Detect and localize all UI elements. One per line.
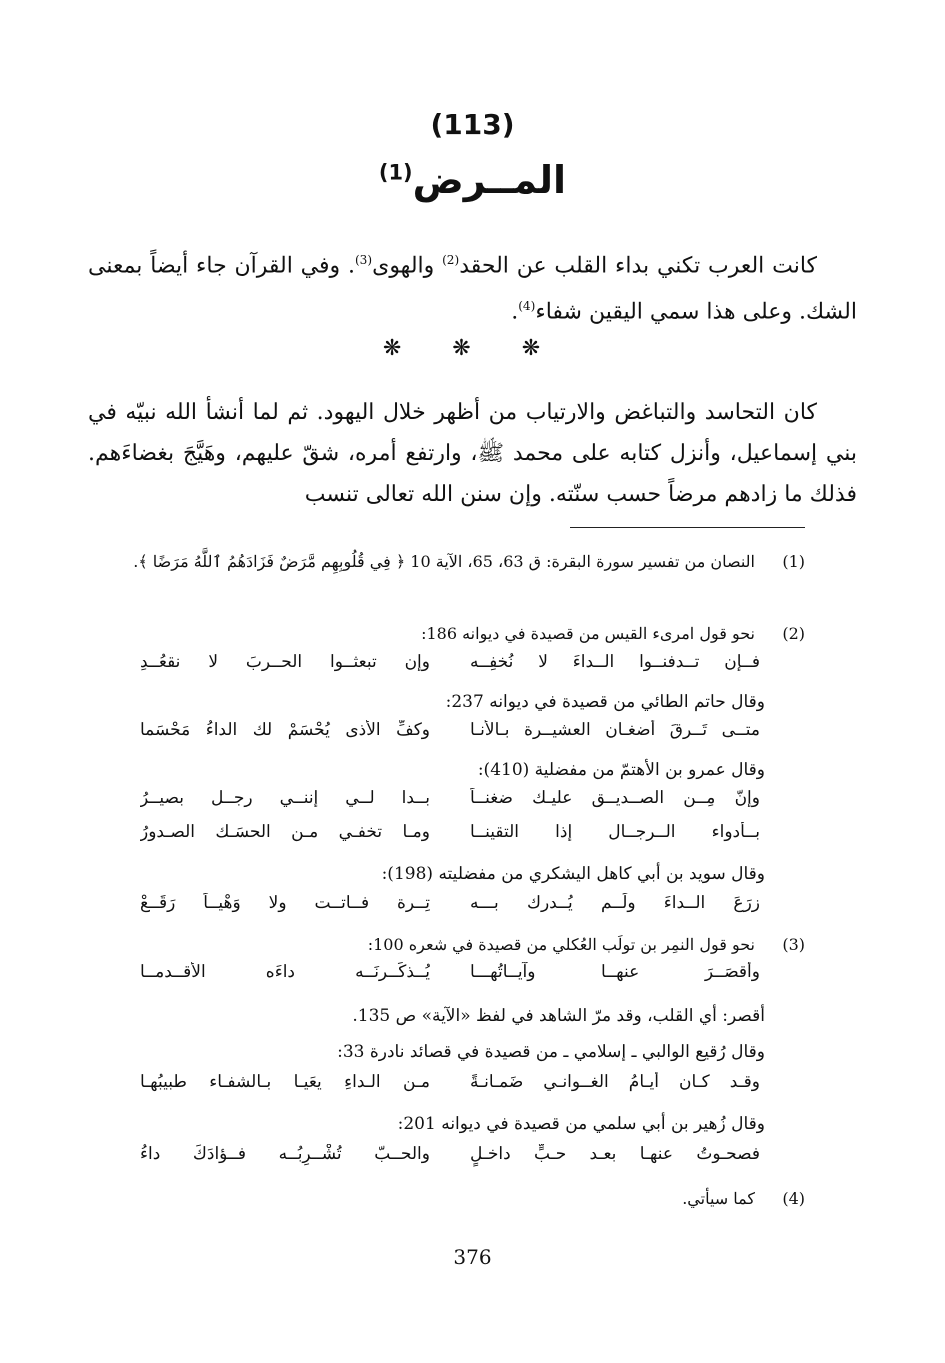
verse-1	[140, 652, 760, 686]
footnote-number: (1)	[782, 552, 805, 571]
verse-second-hemistich: وكفِّ الأذى يُحْسَمْ لك الداءُ مَحْسَما	[140, 720, 430, 740]
verse-second-hemistich: والحــبّ تُشْــرِبُــه فــؤادَكَ داءُ	[140, 1144, 430, 1164]
verse-second-hemistich: مـن الـداءِ يعَيـا بـالشفـاء طبيبُهـا	[140, 1072, 430, 1092]
verse-first-hemistich: متــى تَــرقَ أضغـان العشيــرة بـالأنـا	[470, 720, 760, 740]
verse-6	[140, 962, 760, 996]
verse-second-hemistich: ومـا تخفـي مـن الحسَـك الصـدورُ	[140, 822, 430, 842]
footnote-text: نحو قول امرىء القيس من قصيدة في ديوانه 186:	[421, 624, 755, 643]
verse-7	[140, 1072, 760, 1106]
footnote-divider	[570, 527, 805, 528]
verse-intro-3: وقال سويد بن أبي كاهل اليشكري من مفضليته (198):	[381, 864, 765, 884]
footnote-text: النصان من تفسير سورة البقرة: ق 63، 65، الآية 10 ﴿ فِي قُلُوبِهِم مَّرَضٌ فَزَادَهُمُ ٱللَّهُ مَرَضًا ﴾.	[133, 552, 755, 571]
title-footnote-ref: (1)	[378, 160, 413, 185]
paragraph-2	[88, 392, 857, 515]
verse-first-hemistich: فــإن تــدفنــوا الــداءَ لا نُخفِــه	[470, 652, 760, 672]
footnote-1	[85, 545, 805, 578]
verse-first-hemistich: وأقصَــرَ عنهــا وآيــاتُهـــا	[470, 962, 760, 982]
footnote-4	[85, 1182, 805, 1215]
verse-2	[140, 720, 760, 754]
verse-first-hemistich: زرَعَ الــداءَ ولَــم يُــدرك بـــه	[470, 893, 760, 913]
verse-second-hemistich: يُــذكِّــرنَــه داءَه الأقــدمــا	[140, 962, 430, 982]
verse-first-hemistich: وإنّ مِــن الصــديــق عليـك ضغنــاً	[470, 788, 760, 808]
paragraph-1-part-3: . وفي القرآن جاء أيضاً بمعنى الشك. وعلى هذا سمي اليقين شفاء	[88, 253, 857, 325]
paragraph-2-text: كان التحاسد والتباغض والارتياب من أظهر خلال اليهود. ثم لما أنشأ الله نبيّه في بني إسماعيل، وأنزل كتابه على محمد ﷺ، وارتفع أمره، شقّ عليهم، وهَيَّجَ بغضاءَهم. فذلك ما زادهم مرضاً حسب سنّته. وإن سنن الله تعالى تنسب	[88, 400, 857, 507]
verse-first-hemistich: فصحـوتُ عنهـا بعـد حـبٍّ داخـلٍ	[470, 1144, 760, 1164]
paragraph-1-part-4: .	[511, 299, 519, 325]
footnote-ref-3: (3)	[354, 253, 373, 267]
footnote-number: (3)	[782, 935, 805, 954]
section-separator: ❋ ❋ ❋	[382, 336, 563, 361]
footnote-text: نحو قول النمِر بن تولَب العُكلي من قصيدة في شعره 100:	[367, 935, 755, 954]
verse-intro-1: وقال حاتم الطائي من قصيدة في ديوانه 237:	[445, 692, 765, 712]
title-text: المــرض	[412, 158, 567, 202]
footnote-ref-4: (4)	[518, 299, 536, 314]
verse-note: أقصر: أي القلب، وقد مرّ الشاهد في لفظ «الآية» ص 135.	[352, 1006, 765, 1026]
verse-4	[140, 822, 760, 856]
verse-intro-4: وقال رُقيع الوالبي ـ إسلامي ـ من قصيدة في قصائد نادرة 33:	[337, 1042, 765, 1062]
paragraph-1-part-2: والهوى	[372, 253, 443, 279]
footnote-text: كما سيأتي.	[682, 1189, 755, 1208]
entry-title	[0, 158, 945, 202]
verse-8	[140, 1144, 760, 1178]
paragraph-1	[88, 240, 857, 333]
footnote-number: (2)	[782, 624, 805, 643]
verse-first-hemistich: بــأدواء الــرجــال إذا التقينــا	[470, 822, 760, 842]
verse-second-hemistich: بــدا لــي إننــي رجــل بصيــرُ	[140, 788, 430, 808]
footnote-ref-2: (2)	[442, 253, 460, 267]
verse-intro-5: وقال زُهير بن أبي سلمي من قصيدة في ديوانه 201:	[397, 1114, 765, 1134]
verse-second-hemistich: وإن تبعثــوا الحــربَ لا نقعُــدِ	[140, 652, 430, 672]
verse-first-hemistich: وقـد كـان أيـامُ الغــوانـي ضَمـانـةً	[470, 1072, 760, 1092]
footnote-number: (4)	[782, 1189, 805, 1208]
paragraph-1-part-1: كانت العرب تكني بداء القلب عن الحقد	[459, 253, 817, 279]
footnote-3	[85, 928, 805, 961]
entry-number: (113)	[430, 108, 515, 141]
verse-intro-2: وقال عمرو بن الأهتمّ من مفضلية (410):	[477, 760, 765, 780]
verse-5	[140, 893, 760, 927]
footnote-2	[85, 617, 805, 650]
verse-3	[140, 788, 760, 822]
verse-second-hemistich: تِــرة فــاتــت ولا وَهْيــاً رَقَــعْ	[140, 893, 430, 913]
page-number: 376	[453, 1245, 492, 1269]
